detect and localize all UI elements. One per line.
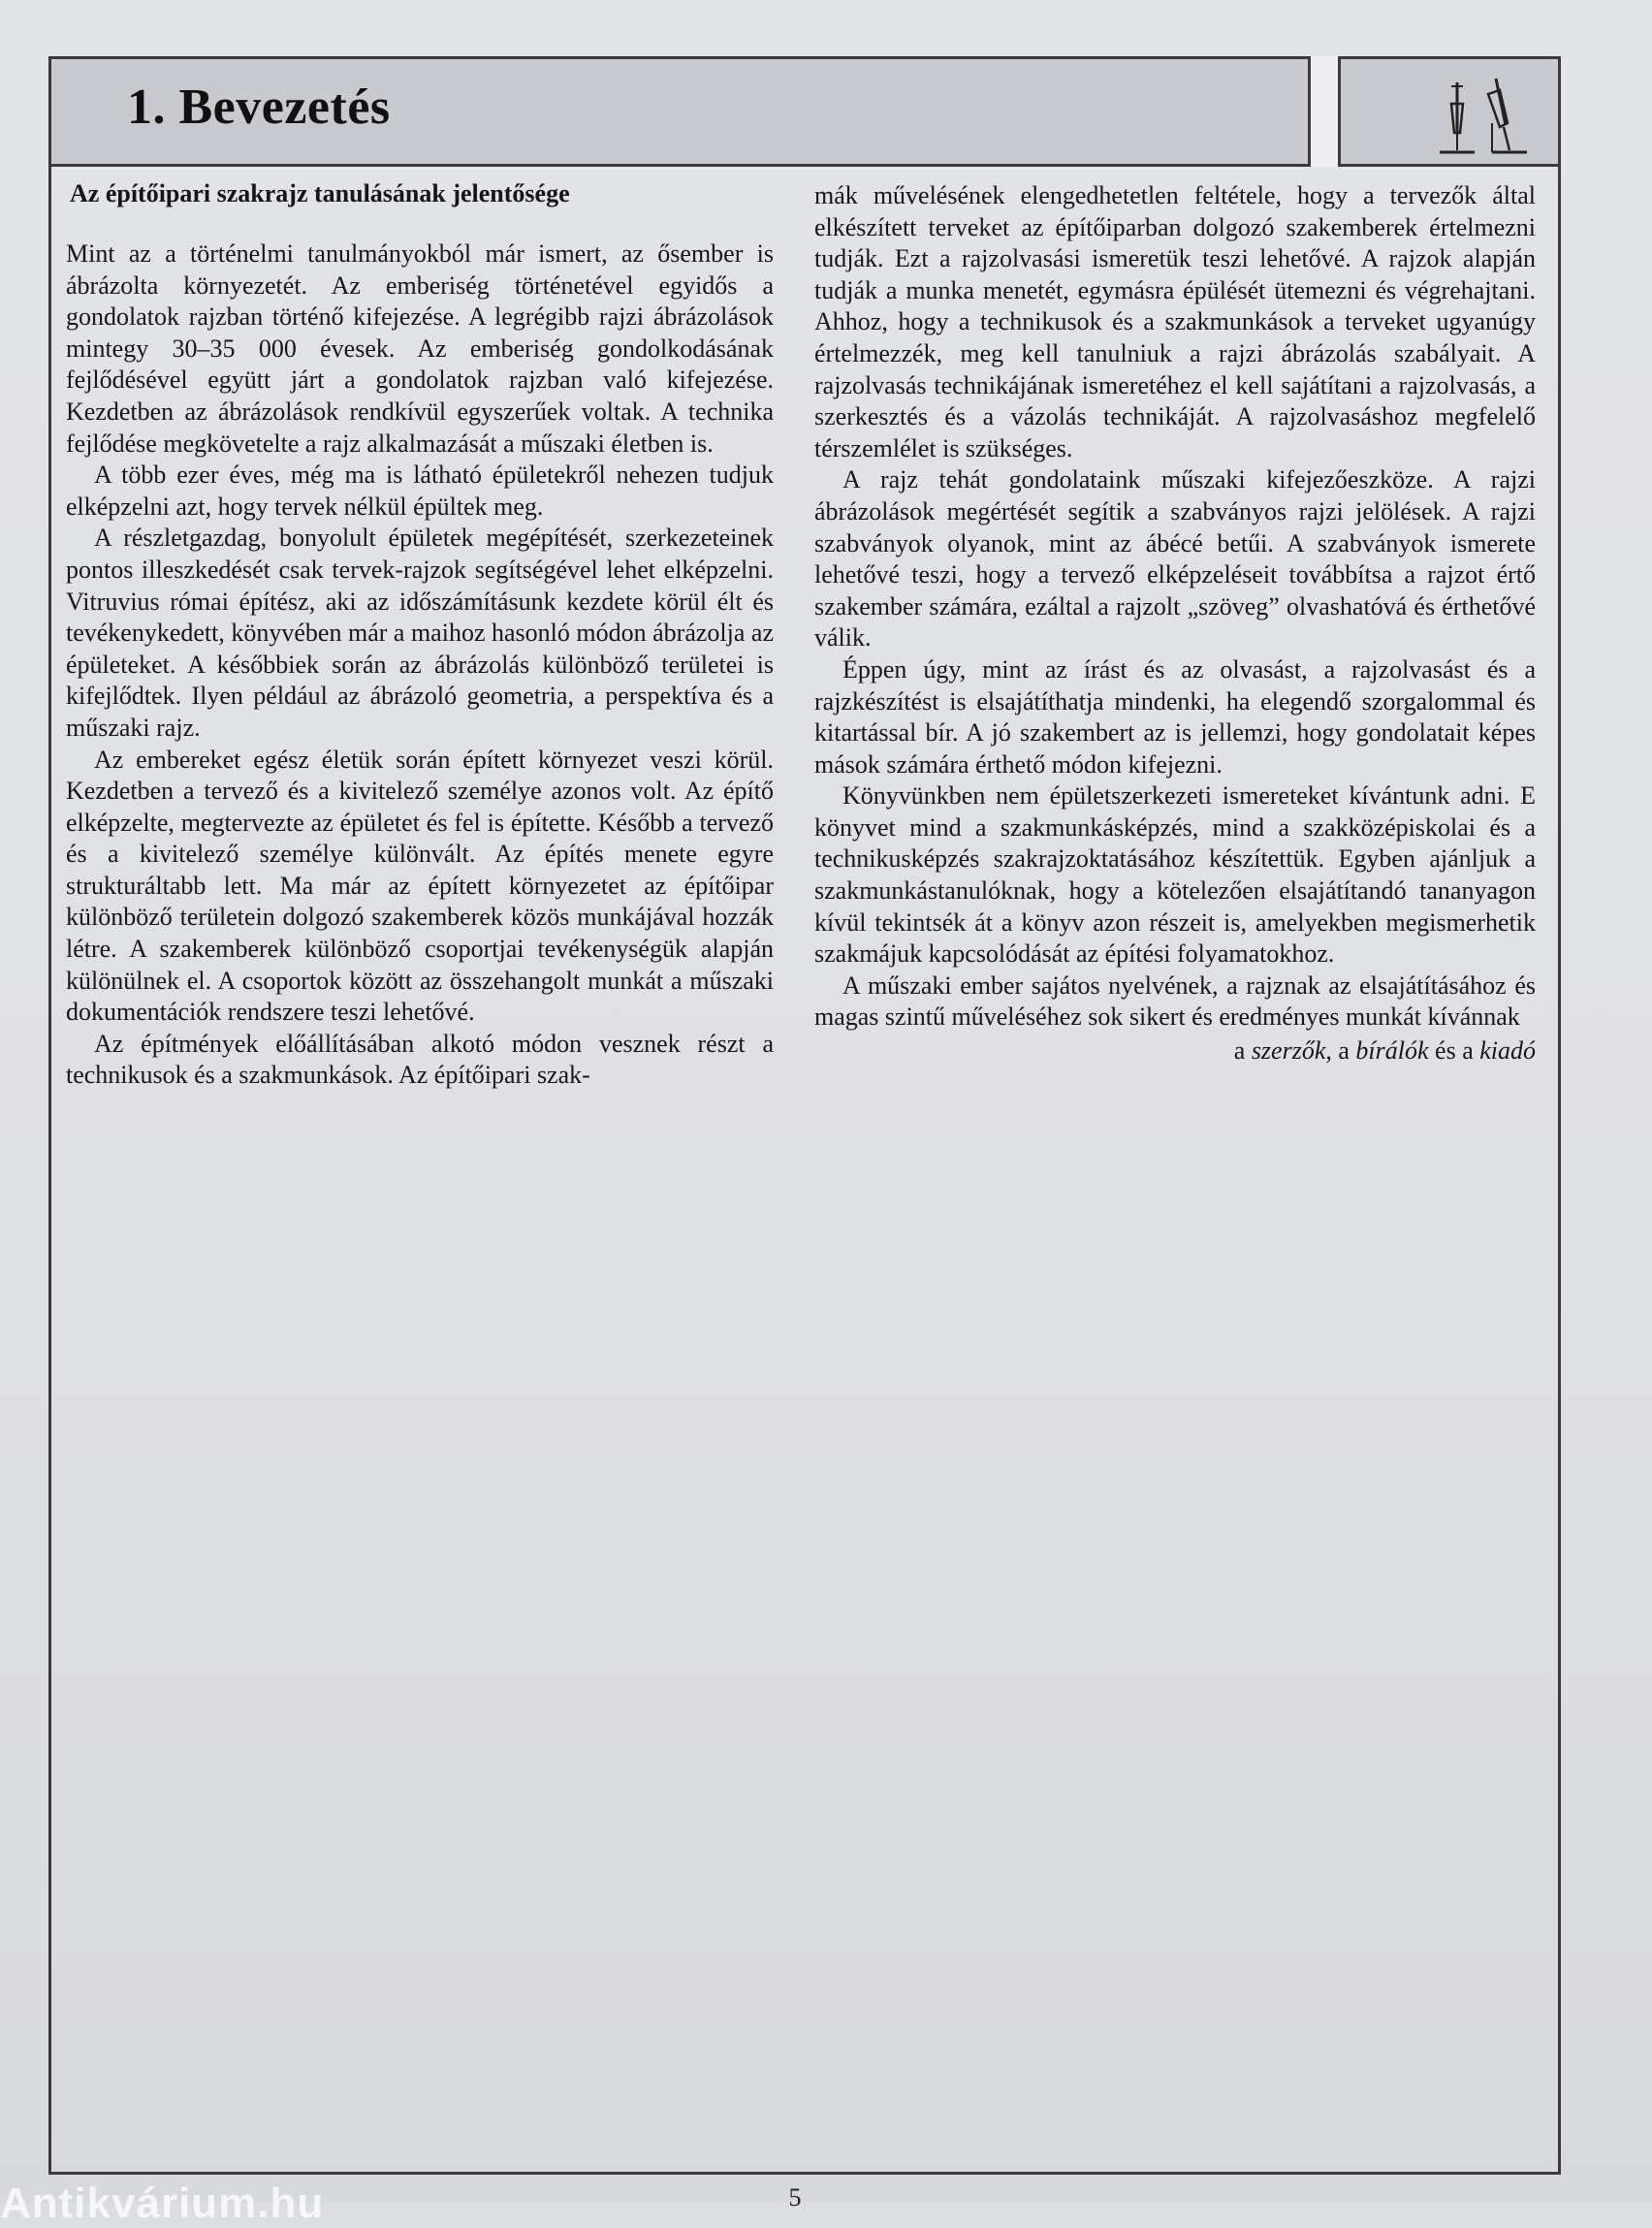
signature-line <box>814 1035 1536 1066</box>
paragraph: mák művelésének elengedhetetlen feltétele, hogy a tervezők által elkészített terveket az építőiparban dolgozó szakemberek értelmezni tudják. Ezt a rajzolvasási ismeretük teszi lehetővé. A rajzok alapján tudják a munka menetét, egymásra épülését ütemezni és végrehajtani. Ahhoz, hogy a technikusok és a szakmunkások a terveket ugyanúgy értelmezzék, meg kell tanulniuk a rajzi ábrázolás szabályait. A rajzolvasás technikájának ismeretéhez el kell sajátítani a rajzolvasás, a szerkesztés és a vázolás technikáját. A rajzolvasáshoz megfelelő térszemlélet is szükséges. <box>814 181 1536 462</box>
paragraph: Az embereket egész életük során épített környezet veszi körül. Kezdetben a tervező és a kivitelező személye azonos volt. Az építő elképzelte, megtervezte az épületet és fel is építette. Később a tervező és a kivitelező személye különvált. Az építés menete egyre strukturáltabb lett. Ma már az épített környezetet az építőipar különböző területein dolgozó szakemberek közös munkájával hozzák létre. A szakemberek különböző csoportjai tevékenységük alapján különülnek el. A csoportok között az összehangolt munkát a műszaki dokumentációk rendszere teszi lehetővé. <box>66 745 774 1027</box>
watermark: Antikvárium.hu <box>0 2180 325 2227</box>
signature-reviewers: bírálók <box>1355 1036 1429 1066</box>
left-text-column <box>66 178 774 1092</box>
paragraph: A rajz tehát gondolataink műszaki kifejezőeszköze. A rajzi ábrázolások megértését segítik a szabványos rajzi jelölések. A rajzi szabványok olyanok, mint az ábécé betűi. A szabványok ismerete lehetővé teszi, hogy a tervező elképzeléseit továbbítsa a rajzot értő szakember számára, ezáltal a rajzolt „szöveg” olvashatóvá és érthetővé válik. <box>814 465 1536 652</box>
paragraph: A több ezer éves, még ma is látható épületekről nehezen tudjuk elképzelni azt, hogy tervek nélkül épültek meg. <box>66 461 774 521</box>
header-divider-strip <box>1308 56 1341 167</box>
page-number: 5 <box>788 2183 802 2212</box>
drafting-pens-icon <box>1399 65 1535 158</box>
chapter-header <box>48 56 1561 167</box>
signature-text: a <box>1331 1036 1356 1066</box>
chapter-title: 1. Bevezetés <box>127 80 391 135</box>
paragraph: A részletgazdag, bonyolult épületek megépítését, szerkezeteinek pontos illeszkedését csak tervek-rajzok segítségével lehet elképzelni. Vitruvius római építész, aki az időszámításunk kezdete körül élt és tevékenykedett, könyvében már a maihoz hasonló módon ábrázolja az épületeket. A későbbiek során az ábrázolás különböző területei is kifejlődtek. Ilyen például az ábrázoló geometria, a perspektíva és a műszaki rajz. <box>66 524 774 742</box>
signature-text: és a <box>1428 1036 1480 1066</box>
paragraph: Az építmények előállításában alkotó módon vesznek részt a technikusok és a szakmunkások. Az építőipari szak- <box>66 1029 774 1090</box>
paragraph: Éppen úgy, mint az írást és az olvasást, a rajzolvasást és a rajzkészítést is elsajátíthatja mindenki, ha elegendő szorgalommal és kitartással bír. A jó szakembert az is jellemzi, hogy gondolatait képes mások számára érthető módon kifejezni. <box>814 654 1536 779</box>
right-text-column <box>814 180 1536 1066</box>
signature-authors: szerzők, <box>1251 1036 1332 1066</box>
paragraph: Mint az a történelmi tanulmányokból már ismert, az ősember is ábrázolta környezetét. Az emberiség történetével egyidős a gondolatok rajzban történő kifejezése. A legrégibb rajzi ábrázolások mintegy 30–35 000 évesek. Az emberiség gondolkodásának fejlődésével együtt járt a gondolatok rajzban való kifejezése. Kezdetben az ábrázolások rendkívül egyszerűek voltak. A technika fejlődése megkövetelte a rajz alkalmazását a műszaki életben is. <box>66 239 774 458</box>
paragraph: A műszaki ember sajátos nyelvének, a rajznak az elsajátításához és magas szintű műveléséhez sok sikert és eredményes munkát kívánnak <box>814 971 1536 1032</box>
signature-publisher: kiadó <box>1479 1036 1536 1066</box>
signature-text: a <box>1233 1036 1252 1066</box>
section-heading: Az építőipari szakrajz tanulásának jelentősége <box>70 179 570 207</box>
paragraph: Könyvünkben nem épületszerkezeti ismereteket kívántunk adni. E könyvet mind a szakmunkásképzés, mind a szakközépiskolai és a technikusképzés szakrajzoktatásához készítettük. Egyben ajánljuk a szakmunkástanulóknak, hogy a kötelezően elsajátítandó tananyagon kívül tekintsék át a könyv azon részeit is, amelyekben megismerhetik szakmájuk kapcsolódását az építési folyamatokhoz. <box>814 781 1536 969</box>
